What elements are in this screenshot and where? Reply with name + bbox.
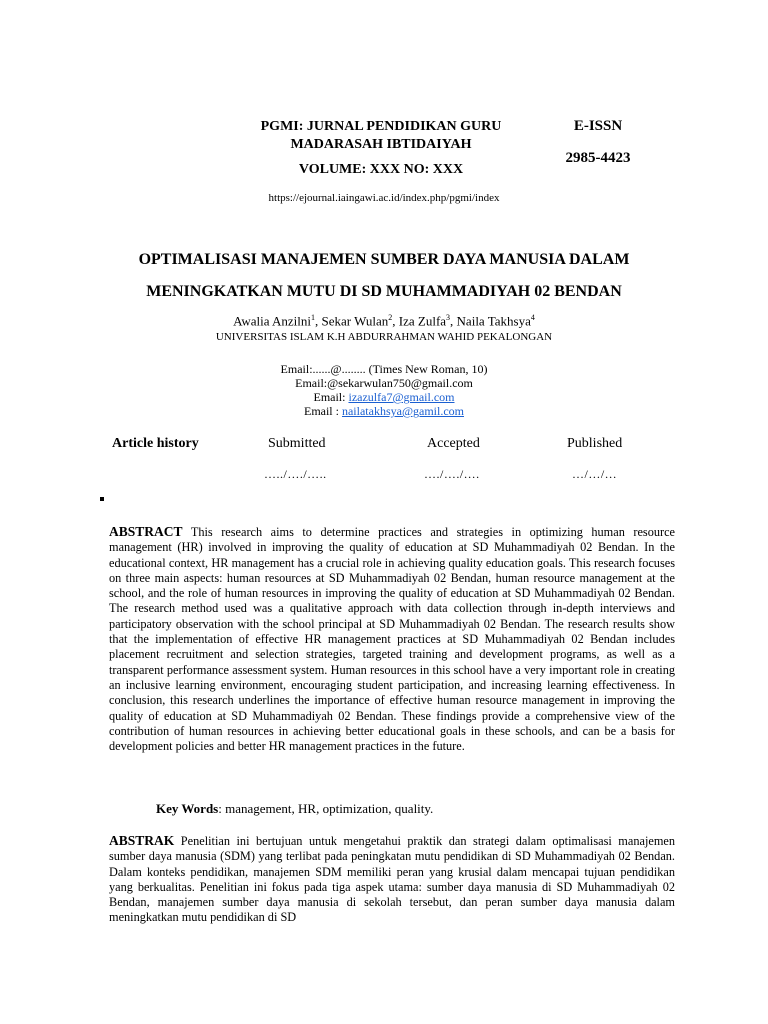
eissn-label: E-ISSN (573, 118, 623, 134)
published-date: …/…/… (572, 467, 618, 481)
submitted-label: Submitted (268, 436, 326, 451)
email-link[interactable]: nailatakhsya@gamil.com (341, 404, 464, 418)
author-name: Awalia Anzilni (233, 313, 312, 329)
email-line: Email:@sekarwulan750@gmail.com (295, 376, 473, 390)
accepted-label: Accepted (427, 436, 480, 451)
author-affiliation-mark: 2 (388, 313, 393, 322)
email-label: Email : (303, 404, 342, 418)
author-affiliation-mark: 1 (311, 313, 316, 322)
abstrak-heading: ABSTRAK (109, 833, 175, 848)
keywords (156, 801, 433, 817)
author-name: Sekar Wulan (321, 313, 389, 329)
abstract-indonesian (109, 833, 675, 926)
email-line (210, 404, 558, 418)
author-name: Iza Zulfa (398, 313, 447, 329)
accepted-date: …./…./…. (424, 467, 480, 481)
keywords-text: : management, HR, optimization, quality. (218, 801, 434, 816)
author-affiliation: UNIVERSITAS ISLAM K.H ABDURRAHMAN WAHID PEKALONGAN (215, 331, 553, 343)
author-affiliation-mark: 3 (446, 313, 451, 322)
abstract-text: This research aims to determine practices and strategies in optimizing human resource management (HR) involved in improving the quality of education at SD Muhammadiyah 02 Bendan. In the educational context, HR management has a crucial role in achieving quality education goals. This research focuses on three main aspects: human resources at SD Muhammadiyah 02 Bendan, human resource management at the school, and the role of human resources in improving the quality of education at SD Muhammadiyah 02 Bendan. The research method used was a qualitative approach with data collection through in-depth interviews and participatory observation with the school principal at SD Muhammadiyah 02 Bendan. The research results show that the implementation of effective HR management practices at SD Muhammadiyah 02 Bendan includes placement recruitment and selection strategies, targeted training and development programs, as well as a transparent performance assessment system. Human resources in this school have a very important role in creating an inclusive learning environment, encouraging student participation, and increasing learning effectiveness. In conclusion, this research underlines the importance of effective human resource management in improving the quality of education at SD Muhammadiyah 02 Bendan. These findings provide a comprehensive view of the contribution of human resources in achieving better educational goals in these schools, and can be a basis for development policies and better HR management practices in the future. (109, 525, 676, 754)
keywords-label: Key Words (156, 801, 219, 816)
journal-url: https://ejournal.iaingawi.ac.id/index.php/pgmi/index (268, 192, 500, 204)
email-label: Email: (313, 390, 349, 404)
submitted-date: …../…./….. (264, 467, 327, 481)
eissn-value: 2985-4423 (565, 150, 631, 166)
abstract-english (109, 524, 675, 754)
email-block (210, 362, 558, 418)
paper-title-line2: MENINGKATKAN MUTU DI SD MUHAMMADIYAH 02 BENDAN (146, 283, 622, 300)
email-link[interactable]: izazulfa7@gmail.com (348, 390, 455, 404)
published-label: Published (567, 436, 623, 451)
email-line: Email:......@........ (Times New Roman, 10) (280, 362, 488, 376)
paper-title-line1: OPTIMALISASI MANAJEMEN SUMBER DAYA MANUSIA DALAM (138, 251, 630, 268)
abstract-heading: ABSTRACT (109, 524, 183, 539)
author-list: Awalia Anzilni$^1$, Sekar Wulan$^2$, Iza Zulfa$^3$, Naila Takhsya$^4$ (233, 313, 535, 329)
author-affiliation-mark: 4 (530, 313, 535, 322)
article-history-label: Article history (112, 436, 199, 451)
bullet-mark (100, 497, 104, 501)
abstrak-text: Penelitian ini bertujuan untuk mengetahui praktik dan strategi dalam optimalisasi manajemen sumber daya manusia (SDM) yang terlibat pada peningkatan mutu pendidikan di SD Muhammadiyah 02 Bendan. Dalam konteks pendidikan, manajemen SDM memiliki peran yang krusial dalam mencapai tujuan pendidikan yang berkualitas. Penelitian ini fokus pada tiga aspek utama: sumber daya manusia di SD Muhammadiyah 02 Bendan, manajemen sumber daya manusia di sekolah tersebut, dan peran sumber daya manusia dalam meningkatkan mutu pendidikan di SD (109, 834, 675, 925)
journal-volume: VOLUME: XXX NO: XXX (298, 162, 464, 177)
journal-name-line1: PGMI: JURNAL PENDIDIKAN GURU (260, 119, 502, 134)
email-line (210, 390, 558, 404)
journal-name (236, 118, 526, 154)
author-name: Naila Takhsya (456, 313, 531, 329)
journal-name-line2: MADARASAH IBTIDAIYAH (290, 137, 472, 152)
paper-title (90, 244, 678, 308)
